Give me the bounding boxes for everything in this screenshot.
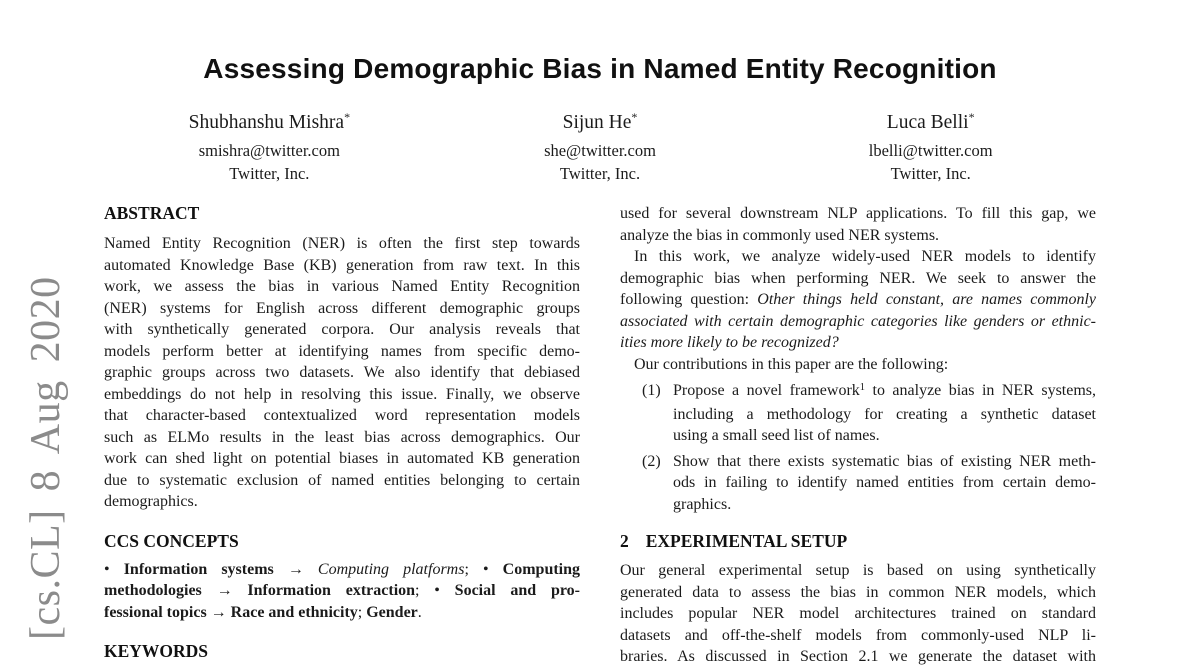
author-1 <box>104 112 435 184</box>
text-line: generated data to assess the bias in common NER models, which <box>620 583 1096 601</box>
text-line: ities more likely to be recognized? <box>620 334 839 351</box>
text-line: following question: Other things held constant, are names commonly <box>620 291 1096 308</box>
author-name-text: Luca Belli <box>886 112 969 133</box>
text-line: methodologies → Information extraction; • Social and pro- <box>104 582 580 599</box>
author-3 <box>765 112 1096 184</box>
text-line: graphic groups across two datasets. We also identify that debiased <box>104 364 580 381</box>
contribution-list <box>620 380 1096 515</box>
keywords-heading: KEYWORDS <box>104 641 209 661</box>
author-affiliation: Twitter, Inc. <box>559 164 641 183</box>
text-line: demographics. <box>104 493 198 510</box>
list-item-number: (2) <box>642 452 661 470</box>
ccs-concepts-heading: CCS CONCEPTS <box>104 530 239 551</box>
text-line: graphics. <box>673 495 732 513</box>
text-line: embeddings do not help in resolving this issue. Finally, we observe <box>104 385 580 403</box>
author-footnote-marker: * <box>631 110 638 125</box>
text-line: automated Knowledge Base (KB) generation from raw text. In this <box>104 256 580 274</box>
text-line: that character-based contextualized word representation models <box>104 407 580 424</box>
author-name-text: Shubhanshu Mishra <box>188 112 345 133</box>
experimental-setup-text <box>620 560 1096 668</box>
text-line: includes popular NER model architectures trained on standard <box>620 605 1096 622</box>
text-line: work can shed light on potential biases in automated KB generation <box>104 450 580 467</box>
author-name <box>104 112 435 134</box>
right-column <box>620 203 1096 668</box>
text-line: • Information systems → Computing platforms; • Computing <box>104 560 581 578</box>
introduction-text <box>620 203 1096 375</box>
list-item-number: (1) <box>642 382 661 399</box>
text-line: used for several downstream NLP applications. To fill this gap, we <box>620 205 1096 222</box>
author-name <box>435 112 766 134</box>
author-email: smishra@twitter.com <box>198 141 340 160</box>
author-email: she@twitter.com <box>544 141 656 160</box>
section-title: EXPERIMENTAL SETUP <box>645 531 848 551</box>
abstract-text <box>104 233 580 513</box>
text-line: braries. As discussed in Section 2.1 we generate the dataset with <box>620 648 1096 665</box>
text-line: (NER) systems for English across different demographic groups <box>104 299 580 317</box>
text-line: with synthetically generated corpora. Our analysis reveals that <box>104 321 580 338</box>
list-item <box>620 451 1096 516</box>
text-line: associated with certain demographic categories like genders or ethnic- <box>620 312 1096 330</box>
text-line: Named Entity Recognition (NER) is often the first step towards <box>104 235 580 252</box>
text-line: ods in failing to identify named entities from certain demo- <box>673 474 1096 491</box>
text-line: work, we assess the bias in various Named Entity Recognition <box>104 278 580 295</box>
paper-title: Assessing Demographic Bias in Named Entity Recognition <box>203 53 997 84</box>
author-affiliation: Twitter, Inc. <box>229 164 310 183</box>
author-email: lbelli@twitter.com <box>868 141 993 160</box>
text-line: using a small seed list of names. <box>673 427 880 444</box>
text-line: analyze the bias in commonly used NER systems. <box>620 226 940 244</box>
author-footnote-marker: * <box>968 110 975 125</box>
text-line: datasets and off-the-shelf models from commonly-used NLP li- <box>620 626 1096 644</box>
text-line: In this work, we analyze widely-used NER models to identify <box>634 248 1096 265</box>
author-name-text: Sijun He <box>562 112 632 133</box>
text-line: Our contributions in this paper are the following: <box>634 355 949 373</box>
section-number: 2 <box>620 531 629 551</box>
text-line: due to systematic exclusion of named entities belonging to certain <box>104 471 580 489</box>
text-line: Our general experimental setup is based on using synthetically <box>620 562 1096 579</box>
text-line: models perform better at identifying names from specific demo- <box>104 342 580 360</box>
ccs-concepts-text <box>104 559 580 624</box>
author-name <box>765 112 1096 134</box>
section-2-heading <box>620 531 1096 551</box>
text-line: including a methodology for creating a synthetic dataset <box>673 405 1096 423</box>
text-line: Propose a novel framework$^1$ to analyze bias in NER systems, <box>673 382 1097 399</box>
text-line: demographic bias when performing NER. We seek to answer the <box>620 269 1096 287</box>
author-block <box>104 112 1096 184</box>
list-item <box>620 380 1096 447</box>
arxiv-watermark: [cs.CL] 8 Aug 2020 <box>23 276 69 640</box>
text-line: fessional topics → Race and ethnicity; Gender. <box>104 603 422 621</box>
author-footnote-marker: * <box>344 110 351 125</box>
left-column <box>104 203 580 661</box>
author-2 <box>435 112 766 184</box>
abstract-heading: ABSTRACT <box>104 203 200 223</box>
author-affiliation: Twitter, Inc. <box>890 164 971 183</box>
text-line: such as ELMo results in the least bias across demographics. Our <box>104 428 580 446</box>
text-line: Show that there exists systematic bias of existing NER meth- <box>673 452 1096 470</box>
